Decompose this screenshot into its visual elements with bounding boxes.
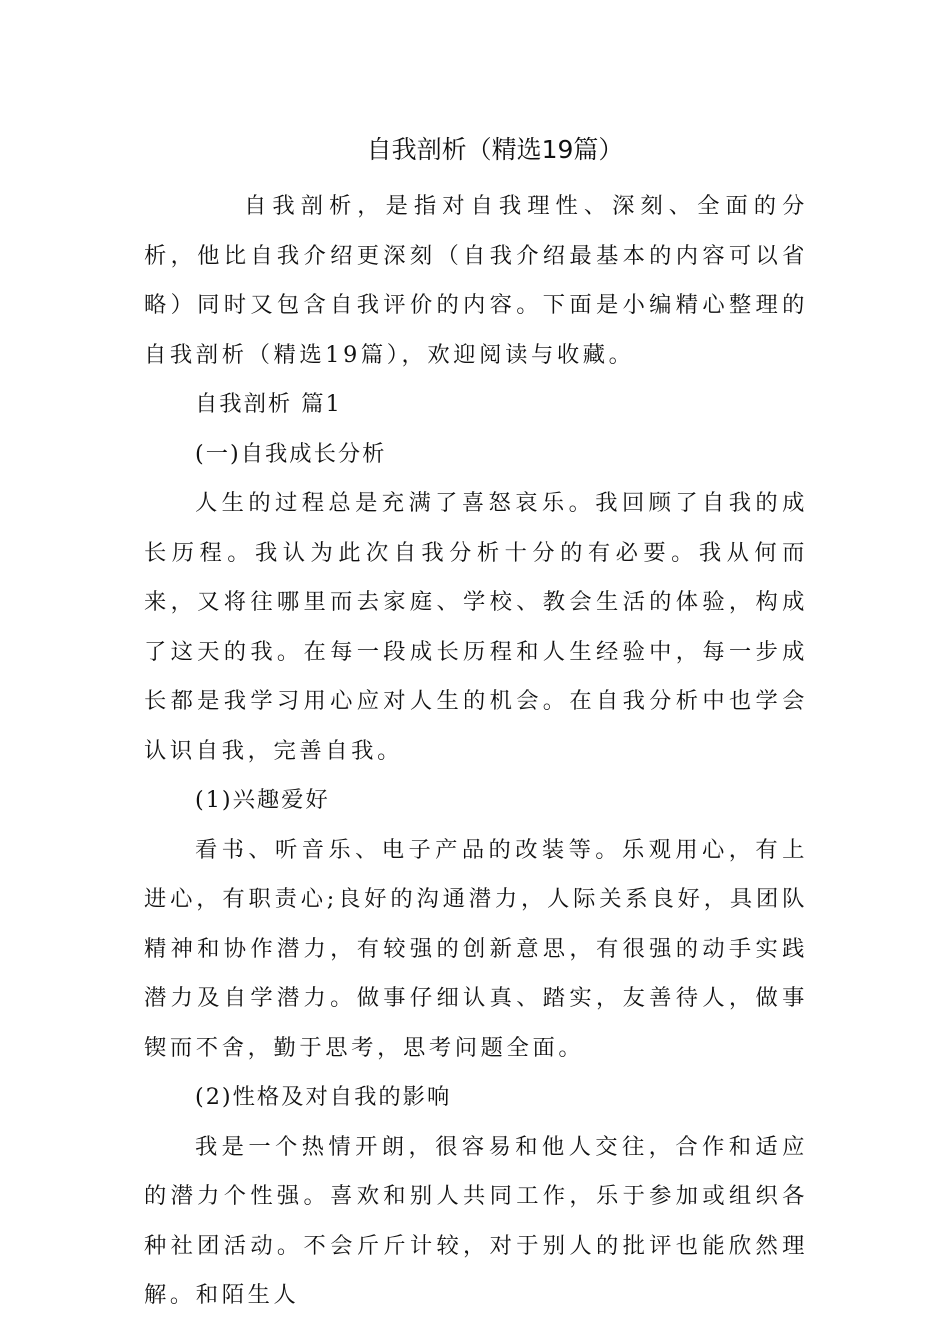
section-heading: 自我剖析 篇1 [195,391,342,417]
item-heading-personality: (2)性格及对自我的影响 [195,1084,452,1110]
interests-paragraph: 看书、听音乐、电子产品的改装等。乐观用心，有上进心，有职责心;良好的沟通潜力，人际关系良好，具团队精神和协作潜力，有较强的创新意思，有很强的动手实践潜力及自学潜力。做事仔细认真、踏实，友善待人，做事锲而不舍，勤于思考，思考问题全面。 [144,836,808,1061]
item-heading-interests: (1)兴趣爱好 [195,787,330,813]
subsection-heading-growth: (一)自我成长分析 [195,440,387,467]
document-body [144,182,808,1321]
personality-paragraph: 我是一个热情开朗，很容易和他人交往，合作和适应的潜力个性强。喜欢和别人共同工作，乐于参加或组织各种社团活动。不会斤斤计较，对于别人的批评也能欣然理解。和陌生人 [144,1133,808,1308]
intro-paragraph: 自我剖析，是指对自我理性、深刻、全面的分析，他比自我介绍更深刻（自我介绍最基本的内容可以省略）同时又包含自我评价的内容。下面是小编精心整理的自我剖析（精选19篇），欢迎阅读与收藏。 [144,193,808,368]
growth-paragraph: 人生的过程总是充满了喜怒哀乐。我回顾了自我的成长历程。我认为此次自我分析十分的有必要。我从何而来，又将往哪里而去家庭、学校、教会生活的体验，构成了这天的我。在每一段成长历程和人生经验中，每一步成长都是我学习用心应对人生的机会。在自我分析中也学会认识自我，完善自我。 [144,490,808,764]
document-title: 自我剖析（精选19篇） [366,135,624,164]
